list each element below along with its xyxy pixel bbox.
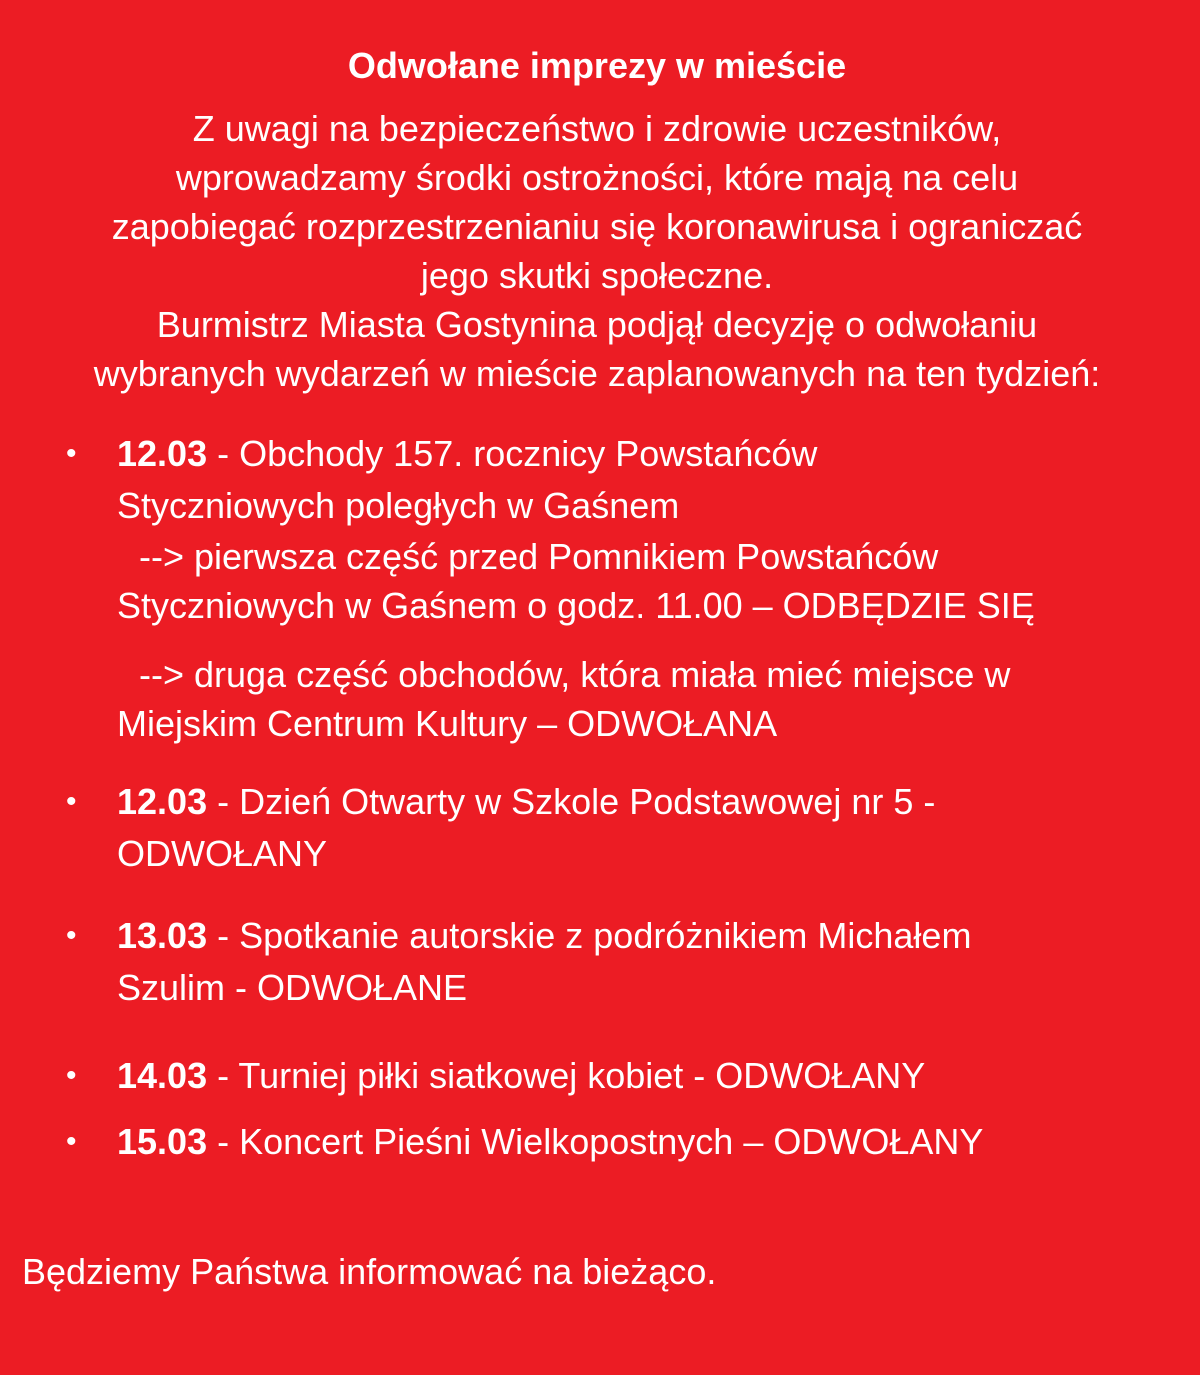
intro-line: zapobiegać rozprzestrzenianiu się koronawirusa i ograniczać: [111, 206, 1083, 247]
list-item: [0, 1116, 1200, 1168]
event-line: [117, 776, 1200, 828]
subitem-line: --> pierwsza część przed Pomnikiem Powstańców: [139, 536, 939, 577]
event-line: [117, 910, 1200, 962]
event-date: 13.03: [117, 915, 208, 956]
bullet-icon: •: [66, 437, 77, 470]
bullet-icon: •: [66, 785, 77, 818]
intro-line: wprowadzamy środki ostrożności, które mają na celu: [175, 157, 1019, 198]
subitem-line: Styczniowych w Gaśnem o godz. 11.00 – ODBĘDZIE SIĘ: [117, 585, 1035, 626]
bullet-icon: •: [66, 919, 77, 952]
event-date: 15.03: [117, 1121, 208, 1162]
list-item: [0, 1050, 1200, 1102]
intro-line: Burmistrz Miasta Gostynina podjął decyzję o odwołaniu: [156, 304, 1038, 345]
event-text: - Spotkanie autorskie z podróżnikiem Michałem: [207, 915, 972, 956]
event-date: 14.03: [117, 1055, 208, 1096]
event-line: ODWOŁANY: [117, 833, 328, 874]
page-title: Odwołane imprezy w mieście: [347, 45, 847, 86]
event-line: [117, 428, 1200, 480]
footer-note: Będziemy Państwa informować na bieżąco.: [22, 1251, 717, 1292]
bullet-icon: •: [66, 1059, 77, 1092]
event-date: 12.03: [117, 433, 208, 474]
event-text: - Koncert Pieśni Wielkopostnych – ODWOŁANY: [207, 1121, 984, 1162]
intro-line: jego skutki społeczne.: [420, 255, 774, 296]
list-item: [0, 428, 1200, 748]
bullet-icon: •: [66, 1125, 77, 1158]
event-subitem: [117, 532, 1200, 630]
subitem-line: --> druga część obchodów, która miała mieć miejsce w: [139, 654, 1011, 695]
event-line: [117, 1116, 1200, 1168]
event-line: [117, 1050, 1200, 1102]
event-text: - Dzień Otwarty w Szkole Podstawowej nr 5 -: [207, 781, 936, 822]
intro-line: wybranych wydarzeń w mieście zaplanowanych na ten tydzień:: [93, 353, 1101, 394]
intro-paragraph: [0, 104, 1194, 398]
event-subitem: [117, 650, 1200, 748]
list-item: [0, 776, 1200, 880]
event-line: Styczniowych poległych w Gaśnem: [117, 485, 680, 526]
event-line: Szulim - ODWOŁANE: [117, 967, 468, 1008]
intro-line: Z uwagi na bezpieczeństwo i zdrowie uczestników,: [192, 108, 1002, 149]
event-text: - Turniej piłki siatkowej kobiet - ODWOŁANY: [207, 1055, 926, 1096]
subitem-line: Miejskim Centrum Kultury – ODWOŁANA: [117, 703, 778, 744]
event-text: - Obchody 157. rocznicy Powstańców: [207, 433, 818, 474]
event-date: 12.03: [117, 781, 208, 822]
event-list: [0, 428, 1200, 1168]
list-item: [0, 910, 1200, 1014]
